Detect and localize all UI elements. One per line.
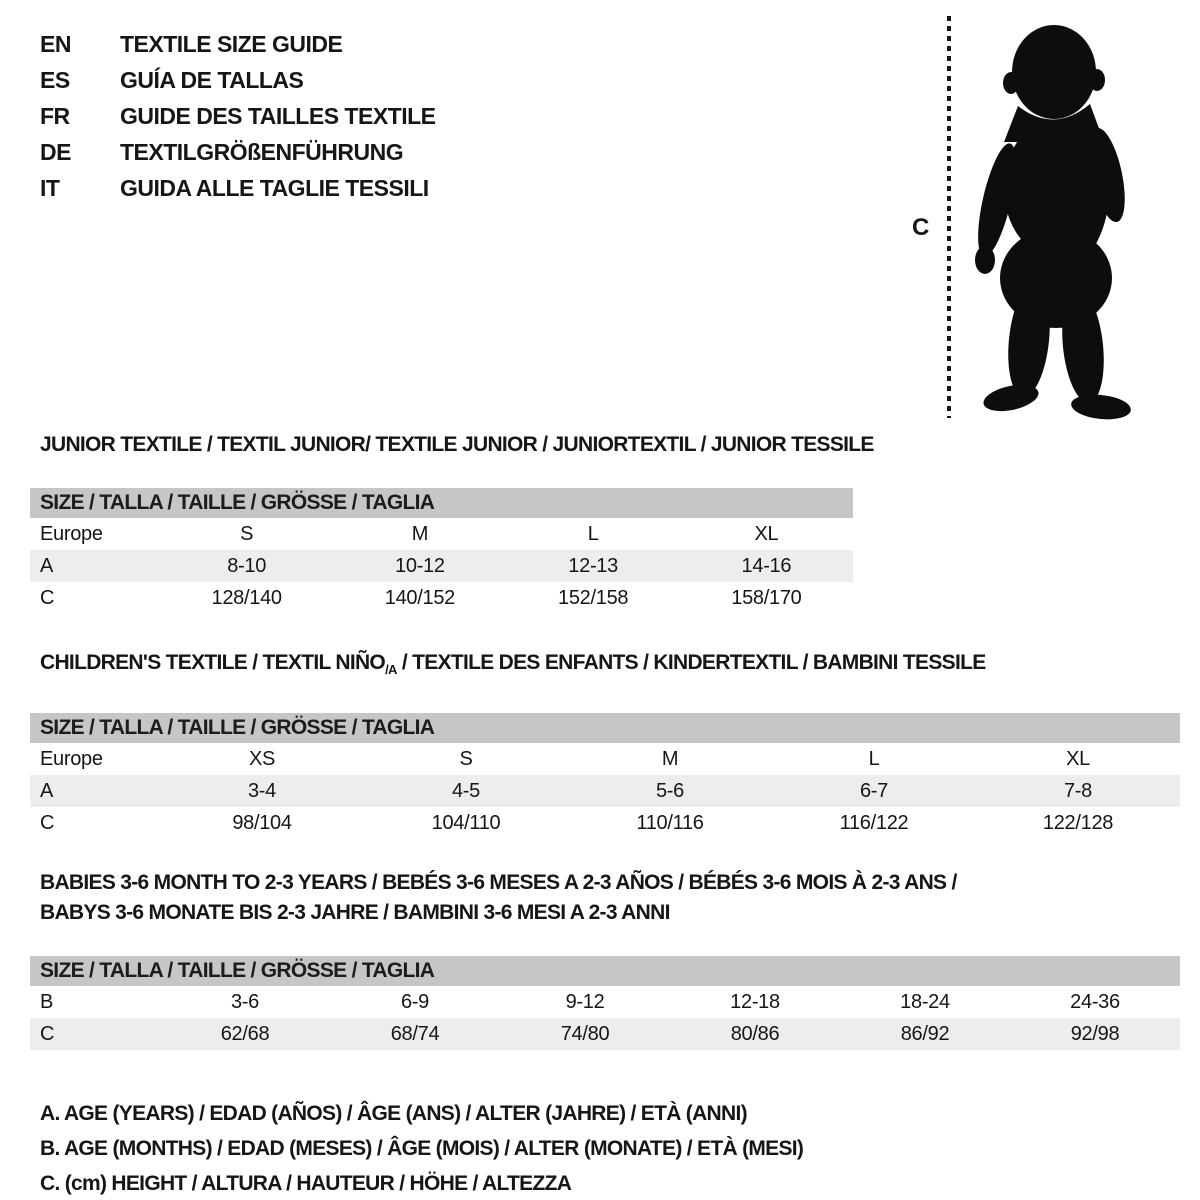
section-title-line — [40, 430, 1180, 460]
size-cell: 140/152 — [384, 586, 455, 609]
table-row — [30, 807, 1180, 839]
size-cell: 104/110 — [431, 811, 501, 834]
size-cell: XS — [248, 747, 276, 770]
row-label: A — [40, 554, 54, 577]
language-row — [40, 134, 436, 170]
size-cell: 86/92 — [900, 1022, 950, 1045]
size-table-header: SIZE / TALLA / TAILLE / GRÖSSE / TAGLIA — [30, 713, 1180, 743]
size-cell: 7-8 — [1063, 779, 1092, 802]
size-cell: 158/170 — [731, 586, 802, 609]
section-title-junior — [40, 430, 1180, 460]
row-label: Europe — [40, 747, 103, 770]
size-cell: L — [587, 522, 599, 545]
size-cell: 10-12 — [395, 554, 445, 577]
size-cell: 122/128 — [1042, 811, 1114, 834]
size-cell: 6-9 — [400, 990, 429, 1013]
title-text: / TEXTILE DES ENFANTS / KINDERTEXTIL / BAMBINI TESSILE — [396, 651, 986, 674]
section-title-babies — [40, 868, 1180, 928]
size-cell: XL — [754, 522, 779, 545]
size-cell: 3-6 — [230, 990, 259, 1013]
title-text: CHILDREN'S TEXTILE / TEXTIL NIÑO — [40, 651, 386, 674]
language-row — [40, 170, 436, 206]
language-row — [40, 98, 436, 134]
row-label: C — [40, 811, 55, 834]
size-cell: 9-12 — [565, 990, 605, 1013]
size-table-header: SIZE / TALLA / TAILLE / GRÖSSE / TAGLIA — [30, 488, 853, 518]
children-size-table — [30, 713, 1180, 839]
table-row — [30, 986, 1180, 1018]
size-cell: 98/104 — [232, 811, 292, 834]
legend-age-months: B. AGE (MONTHS) / EDAD (MESES) / ÂGE (MOIS) / ALTER (MONATE) / ETÀ (MESI) — [40, 1137, 804, 1161]
table-row — [30, 775, 1180, 807]
size-cell: 62/68 — [220, 1022, 270, 1045]
size-cell: S — [459, 747, 473, 770]
table-row — [30, 550, 853, 582]
size-cell: 110/116 — [636, 811, 704, 834]
guide-title: TEXTILE SIZE GUIDE — [120, 31, 343, 57]
size-cell: M — [661, 747, 679, 770]
title-text: BABYS 3-6 MONATE BIS 2-3 JAHRE / BAMBINI 3-6 MESI A 2-3 ANNI — [40, 901, 670, 925]
section-title-children — [40, 648, 1180, 685]
table-row — [30, 582, 853, 614]
language-code: IT — [40, 175, 60, 201]
section-title-line — [40, 868, 1180, 898]
size-cell: 5-6 — [655, 779, 684, 802]
size-cell: 74/80 — [560, 1022, 610, 1045]
table-row — [30, 1018, 1180, 1050]
language-code: FR — [40, 103, 70, 129]
language-row — [40, 62, 436, 98]
size-cell: 8-10 — [227, 554, 267, 577]
guide-title: GUIDA ALLE TAGLIE TESSILI — [120, 175, 429, 201]
size-tables — [30, 430, 1180, 1200]
size-cell: 3-4 — [247, 779, 276, 802]
size-cell: 152/158 — [558, 586, 629, 609]
size-cell: 24-36 — [1070, 990, 1120, 1013]
legend-age-years: A. AGE (YEARS) / EDAD (AÑOS) / ÂGE (ANS) / ALTER (JAHRE) / ETÀ (ANNI) — [40, 1102, 747, 1126]
height-measure-dashed-line — [947, 16, 951, 418]
section-title-line — [40, 898, 1180, 928]
guide-title: GUIDE DES TAILLES TEXTILE — [120, 103, 436, 129]
row-label: Europe — [40, 522, 103, 545]
section-title-line — [40, 648, 1180, 685]
row-label: B — [40, 990, 54, 1013]
babies-size-table — [30, 956, 1180, 1050]
junior-size-table — [30, 488, 853, 614]
row-label: A — [40, 779, 54, 802]
size-cell: S — [240, 522, 254, 545]
table-row — [30, 743, 1180, 775]
size-table-header: SIZE / TALLA / TAILLE / GRÖSSE / TAGLIA — [30, 956, 1180, 986]
row-label: C — [40, 1022, 55, 1045]
language-title-list — [40, 26, 436, 206]
language-row — [40, 26, 436, 62]
size-cell: XL — [1066, 747, 1090, 770]
size-cell: 18-24 — [900, 990, 950, 1013]
row-label: C — [40, 586, 55, 609]
size-cell: 6-7 — [859, 779, 888, 802]
guide-title: TEXTILGRÖßENFÜHRUNG — [120, 139, 404, 165]
size-cell: M — [411, 522, 429, 545]
size-cell: 68/74 — [390, 1022, 440, 1045]
size-cell: 4-5 — [451, 779, 480, 802]
table-row — [30, 518, 853, 550]
size-cell: 80/86 — [730, 1022, 780, 1045]
size-cell: L — [868, 747, 880, 770]
legend-height-cm: C. (cm) HEIGHT / ALTURA / HAUTEUR / HÖHE / ALTEZZA — [40, 1172, 572, 1196]
height-measure-label: C — [912, 214, 930, 241]
toddler-silhouette-icon — [958, 20, 1150, 422]
language-code: DE — [40, 139, 71, 165]
language-code: ES — [40, 67, 70, 93]
title-subscript: /A — [385, 662, 397, 678]
title-text: BABIES 3-6 MONTH TO 2-3 YEARS / BEBÉS 3-6 MESES A 2-3 AÑOS / BÉBÉS 3-6 MOIS À 2-3 ANS / — [40, 871, 957, 895]
size-cell: 12-18 — [730, 990, 780, 1013]
size-cell: 12-13 — [568, 554, 618, 577]
size-cell: 92/98 — [1070, 1022, 1120, 1045]
measure-legend — [40, 1096, 1180, 1200]
size-cell: 116/122 — [839, 811, 909, 834]
size-cell: 128/140 — [211, 586, 282, 609]
title-text: JUNIOR TEXTILE / TEXTIL JUNIOR/ TEXTILE JUNIOR / JUNIORTEXTIL / JUNIOR TESSILE — [40, 433, 874, 456]
language-code: EN — [40, 31, 71, 57]
guide-title: GUÍA DE TALLAS — [120, 67, 304, 93]
size-cell: 14-16 — [741, 554, 792, 577]
